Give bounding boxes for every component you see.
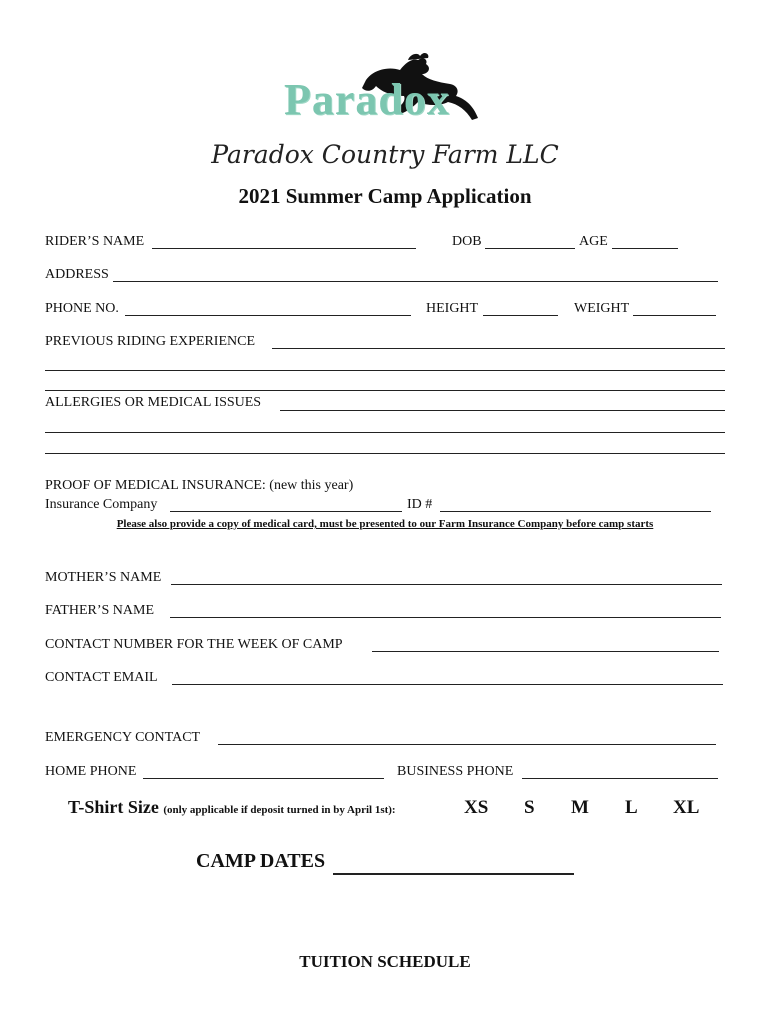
riders-name-field[interactable]	[152, 248, 416, 249]
dob-field[interactable]	[485, 248, 575, 249]
home-phone-field[interactable]	[143, 778, 384, 779]
phone-label: PHONE NO.	[45, 301, 119, 316]
emergency-contact-field[interactable]	[218, 744, 716, 745]
emergency-contact-label: EMERGENCY CONTACT	[45, 730, 201, 745]
weight-field[interactable]	[633, 315, 716, 316]
logo-text: Paradox	[284, 75, 450, 124]
allergies-line[interactable]	[45, 453, 725, 454]
riders-name-label: RIDER’S NAME	[45, 234, 145, 249]
contact-email-field[interactable]	[172, 684, 723, 685]
tshirt-size-note: (only applicable if deposit turned in by April 1st):	[163, 804, 396, 816]
dob-label: DOB	[452, 234, 482, 249]
camp-dates-label: CAMP DATES	[196, 850, 326, 872]
insurance-notice: Please also provide a copy of medical card, must be presented to our Farm Insurance Company before camp starts	[116, 518, 654, 530]
insurance-company-field[interactable]	[170, 511, 402, 512]
riding-experience-line[interactable]	[45, 370, 725, 371]
camp-dates-field[interactable]	[333, 873, 574, 875]
mothers-name-field[interactable]	[171, 584, 722, 585]
mothers-name-label: MOTHER’S NAME	[45, 570, 162, 585]
id-label: ID #	[407, 497, 433, 512]
allergies-label: ALLERGIES OR MEDICAL ISSUES	[45, 395, 262, 410]
home-phone-label: HOME PHONE	[45, 764, 137, 779]
riding-experience-field[interactable]	[272, 348, 725, 349]
phone-field[interactable]	[125, 315, 411, 316]
page-title: 2021 Summer Camp Application	[238, 184, 532, 208]
height-label: HEIGHT	[426, 301, 479, 316]
riding-experience-line[interactable]	[45, 390, 725, 391]
size-option-l[interactable]: L	[625, 797, 638, 818]
size-option-m[interactable]: M	[571, 797, 589, 818]
address-label: ADDRESS	[45, 267, 109, 282]
tshirt-size-label: T-Shirt Size	[68, 797, 159, 817]
size-option-xs[interactable]: XS	[464, 797, 489, 818]
farm-name: Paradox Country Farm LLC	[211, 140, 559, 169]
tshirt-size	[68, 797, 396, 818]
size-option-xl[interactable]: XL	[673, 797, 700, 818]
fathers-name-field[interactable]	[170, 617, 721, 618]
business-phone-field[interactable]	[522, 778, 718, 779]
contact-email-label: CONTACT EMAIL	[45, 670, 158, 685]
contact-number-field[interactable]	[372, 651, 719, 652]
contact-number-label: CONTACT NUMBER FOR THE WEEK OF CAMP	[45, 637, 343, 652]
fathers-name-label: FATHER’S NAME	[45, 603, 155, 618]
id-field[interactable]	[440, 511, 711, 512]
allergies-field[interactable]	[280, 410, 725, 411]
age-label: AGE	[579, 234, 608, 249]
size-option-s[interactable]: S	[524, 797, 535, 818]
insurance-company-label: Insurance Company	[45, 497, 158, 512]
riding-experience-label: PREVIOUS RIDING EXPERIENCE	[45, 334, 255, 349]
tuition-schedule-heading: TUITION SCHEDULE	[299, 952, 471, 971]
proof-insurance-label: PROOF OF MEDICAL INSURANCE: (new this year)	[45, 478, 354, 493]
address-field[interactable]	[113, 281, 718, 282]
weight-label: WEIGHT	[574, 301, 630, 316]
allergies-line[interactable]	[45, 432, 725, 433]
age-field[interactable]	[612, 248, 678, 249]
logo	[278, 52, 498, 132]
height-field[interactable]	[483, 315, 558, 316]
business-phone-label: BUSINESS PHONE	[397, 764, 514, 779]
